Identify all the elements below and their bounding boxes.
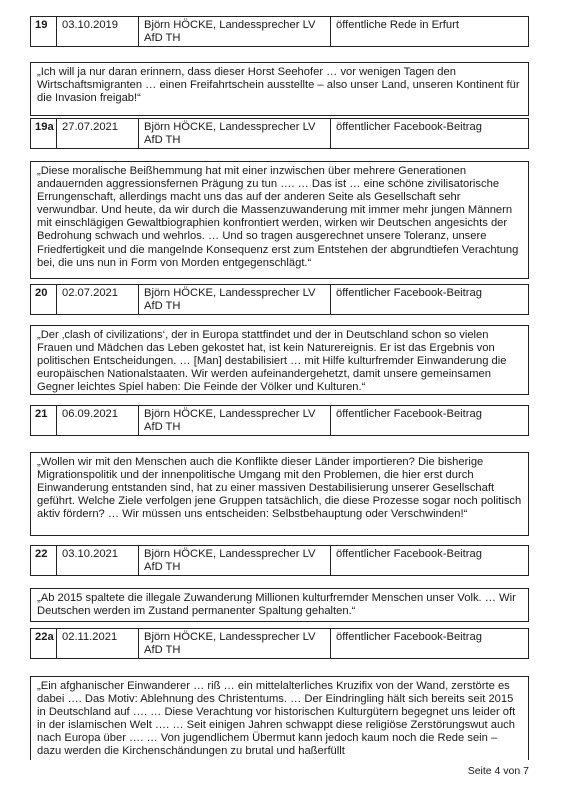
entry-header-19a: [30, 118, 529, 149]
entry-header-22a: [30, 628, 529, 659]
entry-date: 02.11.2021: [57, 629, 139, 658]
entry-quote-20: „Der ‚clash of civilizations‘, der in Europa stattfindet und der in Deutschland schon so vielen Frauen und Mädchen das Leben gekostet hat, ist kein Naturereignis. Er ist das Ergebnis von politischen Entscheidungen. … [Man] destabilisiert … mit Hilfe kulturfremder Einwanderung die europäischen Nationalstaaten. Wir werden aufeinandergehetzt, damit unsere gemeinsamen Gegner leichtes Spiel haben: Die Feinde der Völker und Kulturen.“: [30, 325, 529, 395]
entry-speaker: Björn HÖCKE, Landessprecher LV AfD TH: [139, 119, 331, 148]
entry-type: öffentlicher Facebook-Beitrag: [336, 408, 482, 420]
entry-number: 20: [31, 285, 57, 314]
entry-type: öffentlicher Facebook-Beitrag: [336, 631, 482, 643]
entry-speaker: Björn HÖCKE, Landessprecher LV AfD TH: [139, 17, 331, 46]
entry-quote-22: „Ab 2015 spaltete die illegale Zuwanderung Millionen kulturfremder Menschen unser Volk. … Wir Deutschen werden im Zustand permanenter Spaltung gehalten.“: [30, 588, 529, 622]
entry-type: öffentliche Rede in Erfurt: [336, 19, 459, 31]
entry-date: 03.10.2019: [57, 17, 139, 46]
entry-date: 03.10.2021: [57, 546, 139, 575]
entry-type: öffentlicher Facebook-Beitrag: [336, 121, 482, 133]
entry-type: öffentlicher Facebook-Beitrag: [336, 548, 482, 560]
entry-quote-19: „Ich will ja nur daran erinnern, dass dieser Horst Seehofer … vor wenigen Tagen den Wirtschaftsmigranten … einen Freifahrtschein ausstellte – also unser Land, unseren Kontinent für die Invasion freigab!“: [30, 62, 529, 116]
page-number: Seite 4 von 7: [467, 765, 529, 777]
entry-speaker: Björn HÖCKE, Landessprecher LV AfD TH: [139, 285, 331, 314]
entry-speaker: Björn HÖCKE, Landessprecher LV AfD TH: [139, 546, 331, 575]
entry-number: 21: [31, 406, 57, 435]
entry-header-20: [30, 284, 529, 315]
entry-number: 19a: [31, 119, 57, 148]
entry-date: 06.09.2021: [57, 406, 139, 435]
entry-header-22: [30, 545, 529, 576]
entry-quote-22a: „Ein afghanischer Einwanderer … riß … ein mittelalterliches Kruzifix von der Wand, zerstörte es dabei …. Das Motiv: Ablehnung des Christentums. … Der Eindringling hält sich bereits seit 2015 in Deutschland auf …. … Diese Verachtung vor historischen Kulturgütern begegnet uns leider oft in der islamischen Welt …. … Seit einigen Jahren schwappt diese religiöse Zerstörungswut auch nach Europa über …. … Von jugendlichem Übermut kann jedoch kaum noch die Rede sein – dazu werden die Kirchenschändungen zu brutal und haßerfüllt: [30, 676, 529, 760]
entry-number: 22: [31, 546, 57, 575]
entry-type: öffentlicher Facebook-Beitrag: [336, 287, 482, 299]
entry-header-19: [30, 16, 529, 47]
entry-speaker: Björn HÖCKE, Landessprecher LV AfD TH: [139, 406, 331, 435]
entry-header-21: [30, 405, 529, 436]
entry-date: 02.07.2021: [57, 285, 139, 314]
entry-quote-21: „Wollen wir mit den Menschen auch die Konflikte dieser Länder importieren? Die bisherige Migrationspolitik und der innenpolitische Umgang mit den Problemen, die hier erst durch Einwanderung entstanden sind, hat zu einer massiven Destabilisierung unserer Gesellschaft geführt. Welche Ziele verfolgen jene Gruppen tatsächlich, die diese Prozesse sogar noch politisch aktiv fördern? … Wir müssen uns entscheiden: Selbstbehauptung oder Verschwinden!“: [30, 452, 529, 536]
entry-date: 27.07.2021: [57, 119, 139, 148]
entry-number: 19: [31, 17, 57, 46]
entry-speaker: Björn HÖCKE, Landessprecher LV AfD TH: [139, 629, 331, 658]
entry-number: 22a: [31, 629, 57, 658]
entry-quote-19a: „Diese moralische Beißhemmung hat mit einer inzwischen über mehrere Generationen andauernden aggressionsfernen Prägung zu tun …. … Das ist … eine schöne zivilisatorische Errungenschaft, allerdings macht uns das auf der anderen Seite als Gesellschaft sehr verwundbar. Und heute, da wir durch die Massenzuwanderung mit immer mehr jungen Männern mit einschlägigen Gewaltbiographien konfrontiert werden, wirken wir Deutschen angesichts der Bedrohung schwach und wehrlos. … Und so tragen ausgerechnet unsere Toleranz, unsere Friedfertigkeit und die mangelnde Konsequenz erst zum Entstehen der abgrundtiefen Verachtung bei, die uns nun in Form von Morden entgegenschlägt.“: [30, 161, 529, 279]
